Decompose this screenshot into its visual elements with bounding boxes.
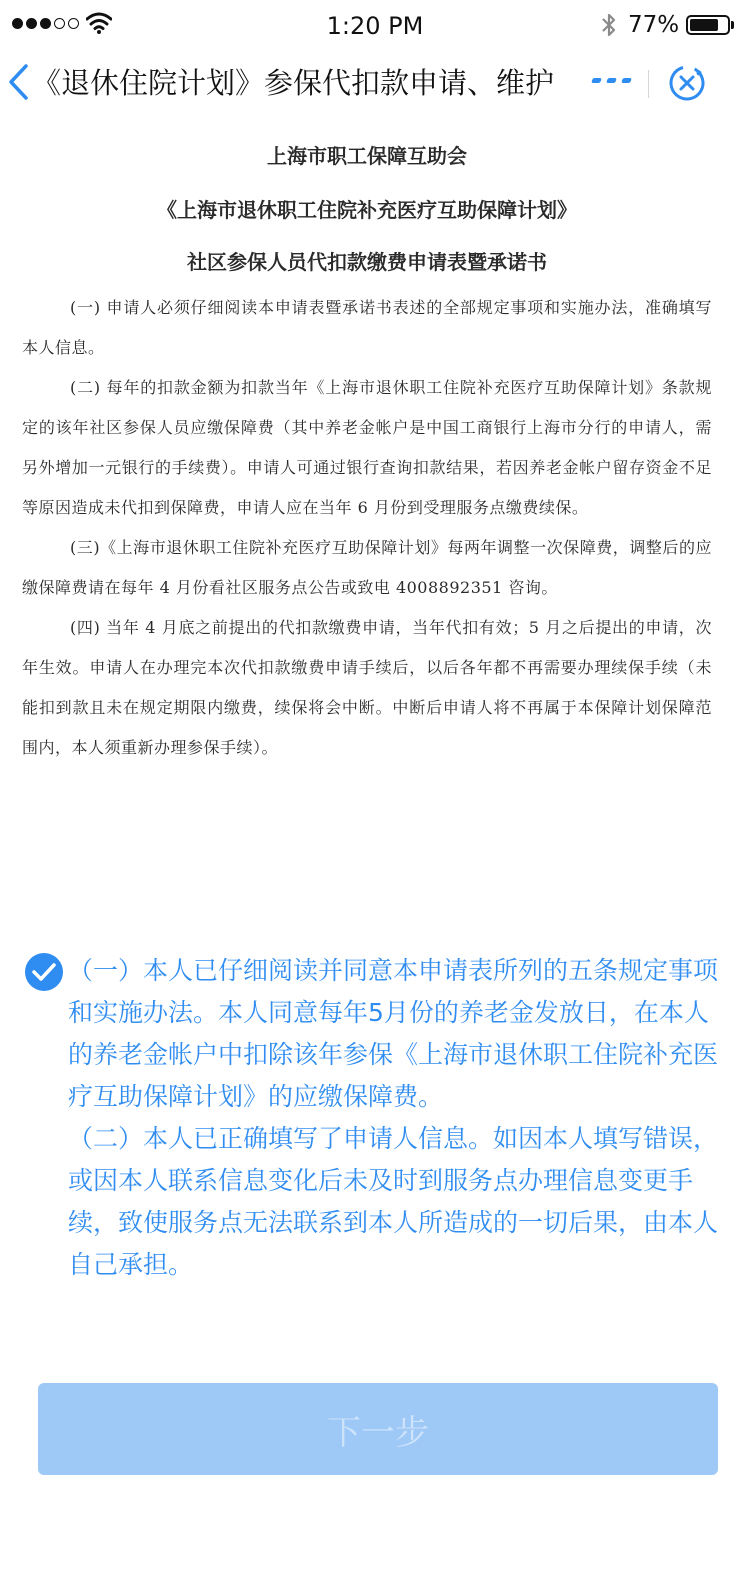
nav-bar [0,52,750,114]
doc-paragraph: (一) 申请人必须仔细阅读本申请表暨承诺书表述的全部规定事项和实施办法，准确填写本人信息。 [22,298,712,357]
battery-percent: 77% [628,12,680,38]
next-step-button[interactable]: 下一步 [38,1383,718,1475]
close-circle-icon[interactable] [668,64,706,102]
status-bar [0,0,750,50]
agreement-clause-2: （二）本人已正确填写了申请人信息。如因本人填写错误，或因本人联系信息变化后未及时到服务点办理信息变更手续，致使服务点无法联系到本人所造成的一切后果，由本人自己承担。 [68,1124,719,1279]
battery-tip [731,21,734,29]
agreement-clause-1: （一）本人已仔细阅读并同意本申请表所列的五条规定事项和实施办法。本人同意每年5月份的养老金发放日，在本人的养老金帐户中扣除该年参保《上海市退休职工住院补充医疗互助保障计划》的应缴保障费。 [68,956,719,1111]
nav-divider [648,70,649,98]
doc-form-title: 社区参保人员代扣款缴费申请表暨承诺书 [187,250,547,274]
checkmark-circle-icon[interactable] [24,952,64,992]
application-document [22,142,712,768]
more-dots-icon[interactable] [592,78,631,83]
agreement-text [68,950,718,1286]
doc-org-title: 上海市职工保障互助会 [267,144,467,168]
page-title: 《退休住院计划》参保代扣款申请、维护 [32,66,555,100]
doc-plan-title: 《上海市退休职工住院补充医疗互助保障计划》 [157,198,577,222]
doc-paragraph: (三)《上海市退休职工住院补充医疗互助保障计划》每两年调整一次保障费，调整后的应缴保障费请在每年 4 月份看社区服务点公告或致电 4008892351 咨询。 [22,538,712,597]
bluetooth-icon [600,12,618,38]
doc-paragraph: (二) 每年的扣款金额为扣款当年《上海市退休职工住院补充医疗互助保障计划》条款规定的该年社区参保人员应缴保障费（其中养老金帐户是中国工商银行上海市分行的申请人，需另外增加一元银行的手续费）。申请人可通过银行查询扣款结果，若因养老金帐户留存资金不足等原因造成未代扣到保障费，申请人应在当年 6 月份到受理服务点缴费续保。 [22,378,712,517]
status-time: 1:20 PM [326,12,424,40]
back-chevron-icon[interactable] [6,62,30,102]
doc-paragraph: (四) 当年 4 月底之前提出的代扣款缴费申请，当年代扣有效；5 月之后提出的申请，次年生效。申请人在办理完本次代扣款缴费申请手续后，以后各年都不再需要办理续保手续（未能扣到款且未在规定期限内缴费，续保将会中断。中断后申请人将不再属于本保障计划保障范围内，本人须重新办理参保手续）。 [22,618,712,757]
battery-icon [686,15,730,35]
